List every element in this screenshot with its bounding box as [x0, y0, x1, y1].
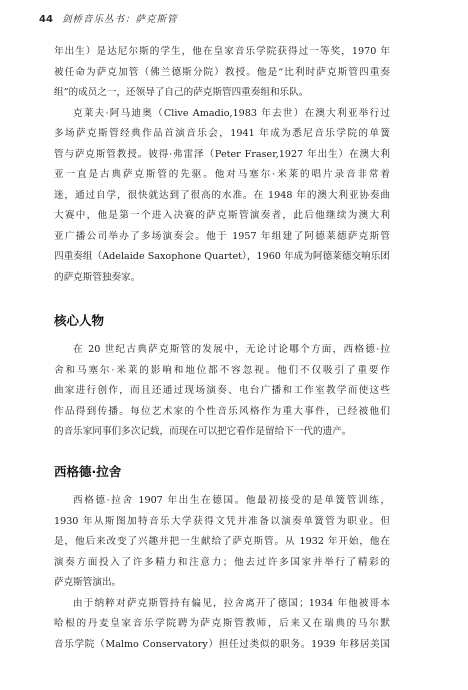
text-line: 萨克斯管演出。 [54, 577, 122, 588]
text-line: 亚广播公司举办了多场演奏会。他于 1957 年组建了阿德莱德萨克斯管 [54, 230, 390, 242]
series-title: 剑桥音乐丛书：萨克斯管 [61, 14, 178, 25]
text-line: 管与萨克斯管教授。彼得·弗雷泽（Peter Fraser,1927 年出生）在澳大利 [54, 148, 390, 160]
text-line: 的音乐家同事们多次记载，而现在可以把它看作是留给下一代的遗产。 [54, 426, 352, 437]
text-line: 大赛中，他是第一个进入决赛的萨克斯管演奏者，此后他继续为澳大利 [54, 210, 390, 221]
section-3-text [54, 491, 390, 655]
page-number: 44 [39, 14, 53, 25]
section-1-text [54, 42, 390, 288]
text-line: 哈根的丹麦皇家音乐学院聘为萨克斯管教师，后来又在瑞典的马尔默 [54, 618, 390, 629]
section-heading: 西格德·拉舍 [54, 464, 122, 479]
text-line: 作品得到传播。每位艺术家的个性音乐风格作为重大事件，已经被他们 [54, 405, 390, 417]
text-line: 组”的成员之一，还领导了自己的萨克斯管四重奏组和乐队。 [54, 87, 309, 98]
text-line: 在 20 世纪古典萨克斯管的发展中，无论讨论哪个方面，西格德·拉 [73, 344, 390, 355]
text-line: 迷，通过自学，很快就达到了很高的水准。在 1948 年的澳大利亚协奏曲 [54, 189, 390, 201]
text-line: 由于纳粹对萨克斯管持有偏见，拉舍离开了德国；1934 年他被哥本 [73, 597, 390, 609]
section-2-text [54, 340, 390, 443]
text-line: 四重奏组（Adelaide Saxophone Quartet），1960 年成为阿德莱德交响乐团 [54, 251, 390, 262]
text-line: 年出生）是达尼尔斯的学生，他在皇家音乐学院获得过一等奖，1970 年 [54, 46, 390, 57]
text-line: 被任命为萨克加管（佛兰德斯分院）教授。他是“比利时萨克斯管四重奏 [54, 66, 390, 78]
text-line: 亚一直是古典萨克斯管的先驱。他对马塞尔·米莱的唱片录音非常着 [54, 169, 390, 180]
text-line: 克莱夫·阿马迪奥（Clive Amadio,1983 年去世）在澳大利亚举行过 [73, 107, 390, 119]
text-line: 1930 年从斯图加特音乐大学获得文凭并准备以演奏单簧管为职业。但 [54, 515, 390, 527]
text-line: 西格德·拉舍 1907 年出生在德国。他最初接受的是单簧管训练， [73, 495, 390, 506]
text-line: 曲家进行创作，而且还通过现场演奏、电台广播和工作室教学而使这些 [54, 385, 390, 396]
text-line: 是，他后来改变了兴趣并把一生献给了萨克斯管。从 1932 年开始，他在 [54, 536, 390, 547]
text-line: 音乐学院（Malmo Conservatory）担任过类似的职务。1939 年移居美国 [54, 638, 390, 650]
text-line: 舍和马塞尔·米莱的影响和地位都不容忽视。他们不仅吸引了重要作 [54, 364, 390, 376]
text-line: 多场萨克斯管经典作品首演音乐会，1941 年成为悉尼音乐学院的单簧 [54, 128, 390, 139]
text-line: 的萨克斯管独奏家。 [54, 271, 141, 283]
text-line: 演奏方面投入了许多精力和注意力；他去过许多国家并举行了精彩的 [54, 556, 390, 568]
running-head [39, 14, 177, 26]
section-heading: 核心人物 [54, 313, 105, 328]
